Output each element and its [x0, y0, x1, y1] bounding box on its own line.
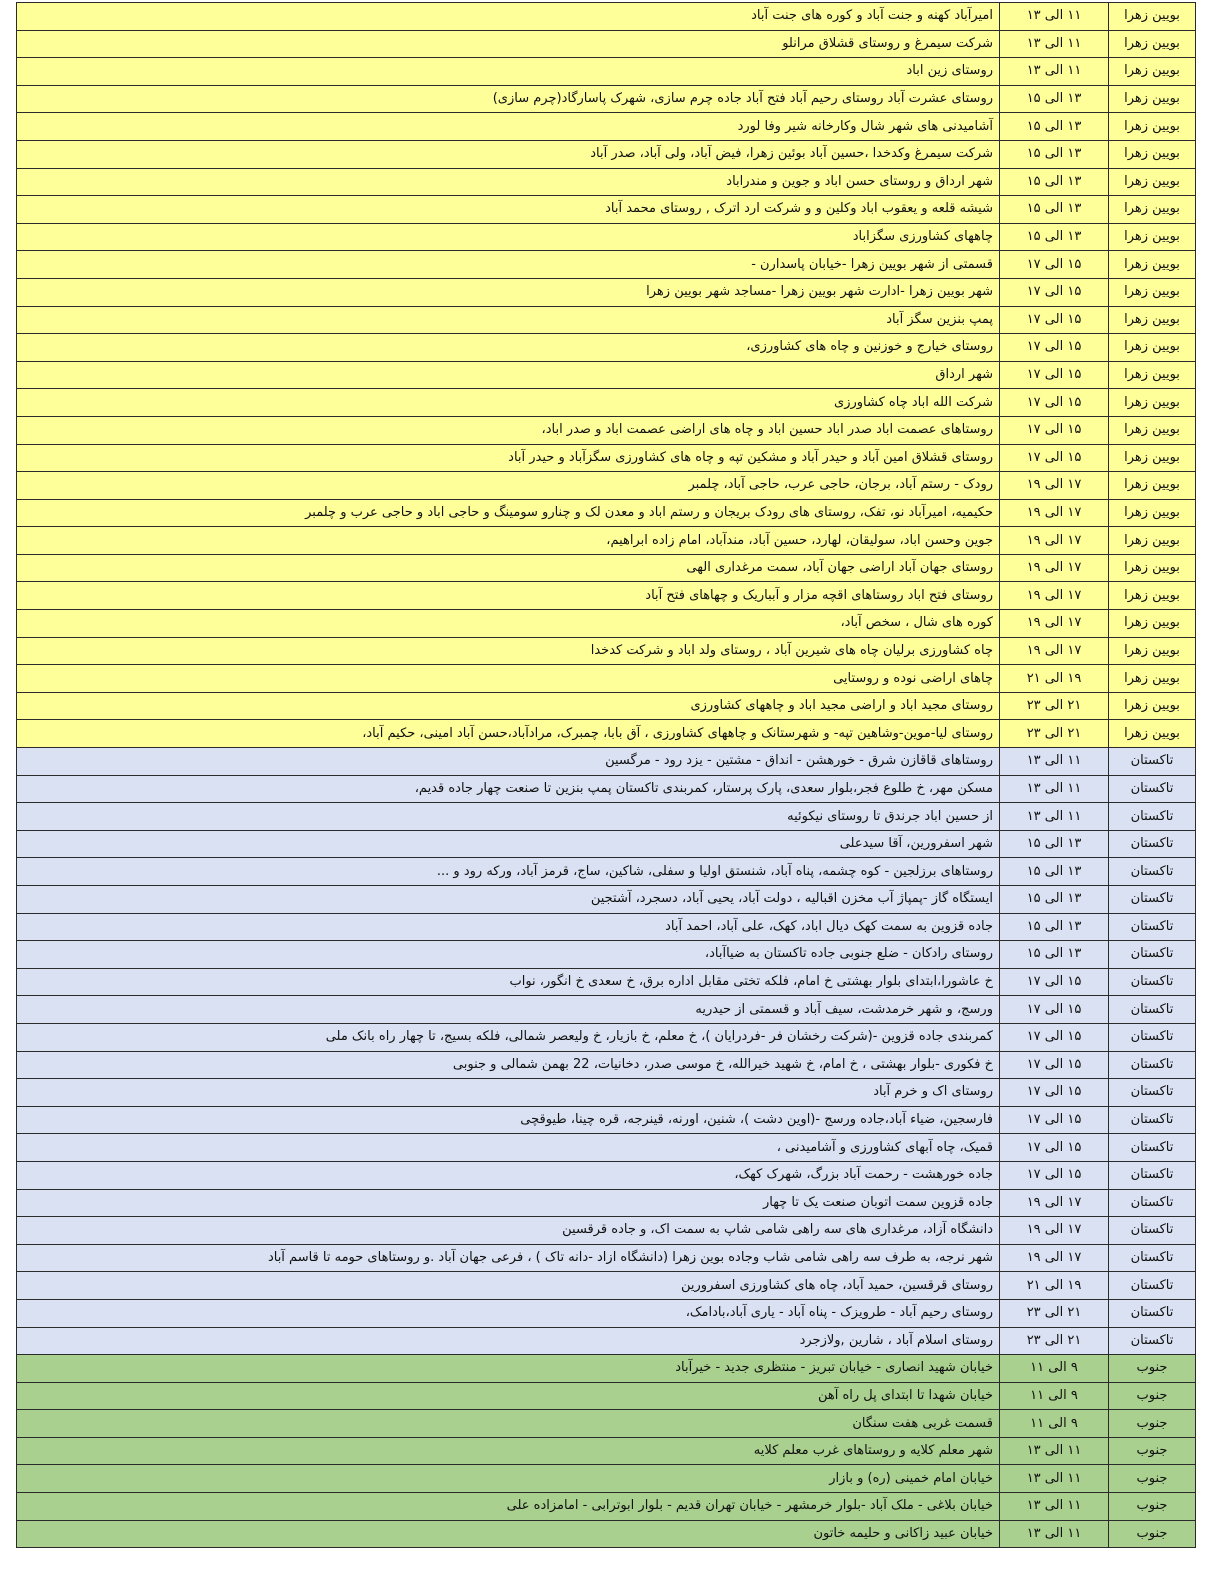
area-cell: روستای لیا-موین-وشاهین تپه- و شهرستانک و چاههای کشاورزی ، آق بابا، چمبرک، مرادآباد،حسن آباد امینی، حکیم آباد،	[17, 720, 1000, 748]
area-cell: روستای قشلاق امین آباد و حیدر آباد و مشکین تپه و چاه های کشاورزی سگزآباد و حیدر آباد	[17, 444, 1000, 472]
region-cell: تاکستان	[1109, 1161, 1196, 1189]
area-cell: حکیمیه، امیرآباد نو، تفک، روستای های رودک بریجان و رستم اباد و معدن لک و چنارو سومینگ و حاجی اباد و حاجی عرب و چلمبر	[17, 499, 1000, 527]
region-cell: بویین زهرا	[1109, 444, 1196, 472]
area-cell: شرکت الله اباد چاه کشاورزی	[17, 389, 1000, 417]
table-row	[17, 196, 1196, 224]
region-cell: بویین زهرا	[1109, 720, 1196, 748]
time-cell: ۱۵ الی ۱۷	[1000, 361, 1109, 389]
region-cell: بویین زهرا	[1109, 554, 1196, 582]
time-cell: ۹ الی ۱۱	[1000, 1410, 1109, 1438]
region-cell: بویین زهرا	[1109, 527, 1196, 555]
region-cell: بویین زهرا	[1109, 361, 1196, 389]
time-cell: ۱۱ الی ۱۳	[1000, 803, 1109, 831]
area-cell: جاده قزوین به سمت کهک دیال اباد، کهک، علی آباد، احمد آباد	[17, 913, 1000, 941]
table-row	[17, 720, 1196, 748]
table-row	[17, 858, 1196, 886]
table-row	[17, 527, 1196, 555]
table-row	[17, 554, 1196, 582]
area-cell: شرکت سیمرغ و روستای قشلاق مرانلو	[17, 30, 1000, 58]
table-row	[17, 803, 1196, 831]
time-cell: ۱۱ الی ۱۳	[1000, 775, 1109, 803]
table-row	[17, 3, 1196, 31]
time-cell: ۱۹ الی ۲۱	[1000, 1272, 1109, 1300]
region-cell: بویین زهرا	[1109, 637, 1196, 665]
table-row	[17, 1272, 1196, 1300]
area-cell: روستاهای عصمت اباد صدر اباد حسین اباد و چاه های اراضی عصمت اباد و صدر اباد،	[17, 416, 1000, 444]
table-row	[17, 1217, 1196, 1245]
region-cell: تاکستان	[1109, 941, 1196, 969]
time-cell: ۱۷ الی ۱۹	[1000, 499, 1109, 527]
area-cell: روستای مجید اباد و اراضی مجید اباد و چاههای کشاورزی	[17, 692, 1000, 720]
region-cell: بویین زهرا	[1109, 334, 1196, 362]
region-cell: جنوب	[1109, 1437, 1196, 1465]
region-cell: تاکستان	[1109, 1023, 1196, 1051]
time-cell: ۱۳ الی ۱۵	[1000, 858, 1109, 886]
area-cell: ورسج، و شهر خرمدشت، سیف آباد و قسمتی از حیدریه	[17, 996, 1000, 1024]
area-cell: روستای اسلام آباد ، شارین ,ولازجرد	[17, 1327, 1000, 1355]
region-cell: بویین زهرا	[1109, 251, 1196, 279]
table-row	[17, 168, 1196, 196]
region-cell: تاکستان	[1109, 1079, 1196, 1107]
region-cell: بویین زهرا	[1109, 223, 1196, 251]
area-cell: دانشگاه آزاد، مرغداری های سه راهی شامی شاپ به سمت اک، و جاده قرقسین	[17, 1217, 1000, 1245]
area-cell: خیابان بلاغی - ملک آباد -بلوار خرمشهر - خیابان تهران قدیم - بلوار ابوترابی - امامزاده علی	[17, 1493, 1000, 1521]
region-cell: تاکستان	[1109, 830, 1196, 858]
region-cell: بویین زهرا	[1109, 30, 1196, 58]
table-row	[17, 1079, 1196, 1107]
area-cell: شرکت سیمرغ وکدخدا ،حسین آباد بوئین زهرا، فیض آباد، ولی آباد، صدر آباد	[17, 140, 1000, 168]
region-cell: بویین زهرا	[1109, 168, 1196, 196]
table-row	[17, 775, 1196, 803]
area-cell: چاههای کشاورزی سگزاباد	[17, 223, 1000, 251]
area-cell: شهر ارداق	[17, 361, 1000, 389]
table-row	[17, 610, 1196, 638]
table-row	[17, 113, 1196, 141]
region-cell: تاکستان	[1109, 886, 1196, 914]
area-cell: قمیک، چاه آبهای کشاورزی و آشامیدنی ،	[17, 1134, 1000, 1162]
time-cell: ۱۵ الی ۱۷	[1000, 278, 1109, 306]
area-cell: خیابان شهدا تا ابتدای پل راه آهن	[17, 1382, 1000, 1410]
table-row	[17, 665, 1196, 693]
table-row	[17, 968, 1196, 996]
time-cell: ۱۷ الی ۱۹	[1000, 582, 1109, 610]
table-row	[17, 416, 1196, 444]
area-cell: جوین وحسن اباد، سولیقان، لهارد، حسین آباد، مندآباد، امام زاده ابراهیم،	[17, 527, 1000, 555]
area-cell: جاده قزوین سمت اتوبان صنعت یک تا چهار	[17, 1189, 1000, 1217]
table-row	[17, 85, 1196, 113]
area-cell: روستاهای برزلجین - کوه چشمه، پناه آباد، شنستق اولیا و سفلی، شاکین، ساج، قرمز آباد، ورکه رود و ...	[17, 858, 1000, 886]
time-cell: ۲۱ الی ۲۳	[1000, 692, 1109, 720]
area-cell: چاه کشاورزی برلیان چاه های شیرین آباد ، روستای ولد اباد و شرکت کدخدا	[17, 637, 1000, 665]
time-cell: ۱۱ الی ۱۳	[1000, 748, 1109, 776]
region-cell: بویین زهرا	[1109, 692, 1196, 720]
time-cell: ۱۷ الی ۱۹	[1000, 527, 1109, 555]
table-row	[17, 582, 1196, 610]
time-cell: ۲۱ الی ۲۳	[1000, 1299, 1109, 1327]
time-cell: ۱۳ الی ۱۵	[1000, 113, 1109, 141]
table-row	[17, 1189, 1196, 1217]
region-cell: بویین زهرا	[1109, 113, 1196, 141]
area-cell: کمربندی جاده قزوین -(شرکت رخشان فر -فردرایان )، خ معلم، خ بازیار، خ ولیعصر شمالی، فلکه بسیج، تا چهار راه بانک ملی	[17, 1023, 1000, 1051]
region-cell: بویین زهرا	[1109, 610, 1196, 638]
area-cell: امیرآباد کهنه و جنت آباد و کوره های جنت آباد	[17, 3, 1000, 31]
time-cell: ۲۱ الی ۲۳	[1000, 1327, 1109, 1355]
table-row	[17, 1023, 1196, 1051]
table-row	[17, 1410, 1196, 1438]
region-cell: بویین زهرا	[1109, 58, 1196, 86]
time-cell: ۱۳ الی ۱۵	[1000, 223, 1109, 251]
table-row	[17, 830, 1196, 858]
region-cell: جنوب	[1109, 1355, 1196, 1383]
time-cell: ۱۱ الی ۱۳	[1000, 3, 1109, 31]
area-cell: کوره های شال ، سخص آباد،	[17, 610, 1000, 638]
area-cell: روستاهای قاقازن شرق - خورهشن - انداق - مشتین - یزد رود - مرگسین	[17, 748, 1000, 776]
area-cell: روستای جهان آباد اراضی جهان آباد، سمت مرغداری الهی	[17, 554, 1000, 582]
area-cell: شهر اسفرورین، آقا سیدعلی	[17, 830, 1000, 858]
region-cell: بویین زهرا	[1109, 306, 1196, 334]
time-cell: ۱۳ الی ۱۵	[1000, 886, 1109, 914]
table-row	[17, 1437, 1196, 1465]
region-cell: جنوب	[1109, 1493, 1196, 1521]
time-cell: ۱۱ الی ۱۳	[1000, 30, 1109, 58]
area-cell: روستای فتح اباد روستاهای اقچه مزار و آبباریک و چهاهای فتح آباد	[17, 582, 1000, 610]
table-row	[17, 748, 1196, 776]
time-cell: ۱۷ الی ۱۹	[1000, 1217, 1109, 1245]
region-cell: تاکستان	[1109, 1051, 1196, 1079]
area-cell: خ فکوری -بلوار بهشتی ، خ امام، خ شهید خیرالله، خ موسی صدر، دخانیات، 22 بهمن شمالی و جنوبی	[17, 1051, 1000, 1079]
table-row	[17, 140, 1196, 168]
time-cell: ۱۵ الی ۱۷	[1000, 416, 1109, 444]
time-cell: ۱۵ الی ۱۷	[1000, 1134, 1109, 1162]
region-cell: تاکستان	[1109, 803, 1196, 831]
table-row	[17, 389, 1196, 417]
time-cell: ۱۹ الی ۲۱	[1000, 665, 1109, 693]
area-cell: روستای خیارج و خوزنین و چاه های کشاورزی،	[17, 334, 1000, 362]
region-cell: تاکستان	[1109, 858, 1196, 886]
region-cell: جنوب	[1109, 1410, 1196, 1438]
region-cell: جنوب	[1109, 1382, 1196, 1410]
table-row	[17, 1134, 1196, 1162]
area-cell: خیابان عبید زاکانی و حلیمه خاتون	[17, 1520, 1000, 1548]
region-cell: جنوب	[1109, 1520, 1196, 1548]
table-row	[17, 306, 1196, 334]
region-cell: تاکستان	[1109, 748, 1196, 776]
area-cell: فارسجین، ضیاء آباد،جاده ورسج -(اوین دشت )، شنین، اورنه، قینرجه، قره چینا، طیوقچی	[17, 1106, 1000, 1134]
table-row	[17, 1355, 1196, 1383]
time-cell: ۱۵ الی ۱۷	[1000, 996, 1109, 1024]
time-cell: ۱۱ الی ۱۳	[1000, 58, 1109, 86]
region-cell: تاکستان	[1109, 775, 1196, 803]
area-cell: شهر بویین زهرا -ادارت شهر بویین زهرا -مساجد شهر بویین زهرا	[17, 278, 1000, 306]
table-row	[17, 1106, 1196, 1134]
region-cell: بویین زهرا	[1109, 499, 1196, 527]
outage-schedule-table	[16, 2, 1196, 1548]
table-row	[17, 58, 1196, 86]
table-row	[17, 1520, 1196, 1548]
time-cell: ۱۳ الی ۱۵	[1000, 830, 1109, 858]
time-cell: ۱۷ الی ۱۹	[1000, 1244, 1109, 1272]
table-row	[17, 886, 1196, 914]
region-cell: تاکستان	[1109, 1327, 1196, 1355]
time-cell: ۱۷ الی ۱۹	[1000, 610, 1109, 638]
time-cell: ۱۷ الی ۱۹	[1000, 554, 1109, 582]
table-row	[17, 1299, 1196, 1327]
area-cell: روستای رادکان - ضلع جنوبی جاده تاکستان به ضیاآباد،	[17, 941, 1000, 969]
area-cell: شهر معلم کلایه و روستاهای غرب معلم کلایه	[17, 1437, 1000, 1465]
time-cell: ۹ الی ۱۱	[1000, 1355, 1109, 1383]
area-cell: قسمت غربی هفت سنگان	[17, 1410, 1000, 1438]
time-cell: ۱۱ الی ۱۳	[1000, 1493, 1109, 1521]
table-row	[17, 941, 1196, 969]
area-cell: روستای اک و خرم آباد	[17, 1079, 1000, 1107]
area-cell: ایستگاه گاز -پمپاژ آب مخزن اقبالیه ، دولت آباد، یحیی آباد، دسجرد، آشتجین	[17, 886, 1000, 914]
area-cell: روستای زین اباد	[17, 58, 1000, 86]
region-cell: بویین زهرا	[1109, 3, 1196, 31]
region-cell: تاکستان	[1109, 968, 1196, 996]
area-cell: پمپ بنزین سگز آباد	[17, 306, 1000, 334]
table-row	[17, 637, 1196, 665]
time-cell: ۱۵ الی ۱۷	[1000, 251, 1109, 279]
area-cell: رودک - رستم آباد، برجان، حاجی عرب، حاجی آباد، چلمبر	[17, 472, 1000, 500]
region-cell: بویین زهرا	[1109, 278, 1196, 306]
time-cell: ۱۵ الی ۱۷	[1000, 306, 1109, 334]
time-cell: ۱۵ الی ۱۷	[1000, 1023, 1109, 1051]
area-cell: روستای عشرت آباد روستای رحیم آباد فتح آباد جاده چرم سازی، شهرک پاسارگاد(چرم سازی)	[17, 85, 1000, 113]
region-cell: تاکستان	[1109, 1134, 1196, 1162]
table-row	[17, 1327, 1196, 1355]
area-cell: قسمتی از شهر بویین زهرا -خیابان پاسدارن -	[17, 251, 1000, 279]
table-row	[17, 223, 1196, 251]
region-cell: تاکستان	[1109, 1244, 1196, 1272]
time-cell: ۱۳ الی ۱۵	[1000, 941, 1109, 969]
time-cell: ۱۱ الی ۱۳	[1000, 1520, 1109, 1548]
region-cell: بویین زهرا	[1109, 665, 1196, 693]
area-cell: روستای قرقسین، حمید آباد، چاه های کشاورزی اسفرورین	[17, 1272, 1000, 1300]
region-cell: تاکستان	[1109, 1217, 1196, 1245]
time-cell: ۱۵ الی ۱۷	[1000, 1079, 1109, 1107]
area-cell: روستای رحیم آباد - طرویزک - پناه آباد - یاری آباد،بادامک،	[17, 1299, 1000, 1327]
area-cell: خیابان امام خمینی (ره) و بازار	[17, 1465, 1000, 1493]
area-cell: شهر نرجه، به طرف سه راهی شامی شاب وجاده بوین زهرا (دانشگاه ازاد -دانه تاک ) ، فرعی جهان آباد .و روستاهای حومه تا قاسم آباد	[17, 1244, 1000, 1272]
table-row	[17, 1244, 1196, 1272]
time-cell: ۱۱ الی ۱۳	[1000, 1437, 1109, 1465]
region-cell: بویین زهرا	[1109, 85, 1196, 113]
time-cell: ۱۵ الی ۱۷	[1000, 389, 1109, 417]
region-cell: تاکستان	[1109, 996, 1196, 1024]
table-row	[17, 1493, 1196, 1521]
region-cell: بویین زهرا	[1109, 472, 1196, 500]
time-cell: ۱۷ الی ۱۹	[1000, 472, 1109, 500]
area-cell: آشامیدنی های شهر شال وکارخانه شیر وفا لورد	[17, 113, 1000, 141]
table-row	[17, 472, 1196, 500]
time-cell: ۱۵ الی ۱۷	[1000, 444, 1109, 472]
region-cell: بویین زهرا	[1109, 389, 1196, 417]
area-cell: شیشه قلعه و یعقوب اباد وکلین و و شرکت ارد اترک , روستای محمد آباد	[17, 196, 1000, 224]
time-cell: ۱۳ الی ۱۵	[1000, 168, 1109, 196]
region-cell: تاکستان	[1109, 1106, 1196, 1134]
table-row	[17, 996, 1196, 1024]
region-cell: تاکستان	[1109, 1272, 1196, 1300]
area-cell: شهر ارداق و روستای حسن اباد و جوین و مندراباد	[17, 168, 1000, 196]
time-cell: ۲۱ الی ۲۳	[1000, 720, 1109, 748]
time-cell: ۱۳ الی ۱۵	[1000, 196, 1109, 224]
time-cell: ۱۵ الی ۱۷	[1000, 1106, 1109, 1134]
table-row	[17, 30, 1196, 58]
region-cell: جنوب	[1109, 1465, 1196, 1493]
table-row	[17, 1051, 1196, 1079]
table-row	[17, 334, 1196, 362]
table-row	[17, 1465, 1196, 1493]
time-cell: ۱۳ الی ۱۵	[1000, 913, 1109, 941]
region-cell: بویین زهرا	[1109, 582, 1196, 610]
time-cell: ۱۳ الی ۱۵	[1000, 140, 1109, 168]
time-cell: ۱۵ الی ۱۷	[1000, 1161, 1109, 1189]
region-cell: بویین زهرا	[1109, 140, 1196, 168]
table-row	[17, 1161, 1196, 1189]
time-cell: ۱۵ الی ۱۷	[1000, 1051, 1109, 1079]
area-cell: از حسین اباد جرندق تا روستای نیکوئیه	[17, 803, 1000, 831]
area-cell: جاده خورهشت - رحمت آباد بزرگ، شهرک کهک،	[17, 1161, 1000, 1189]
table-row	[17, 1382, 1196, 1410]
area-cell: چاهای اراضی نوده و روستایی	[17, 665, 1000, 693]
time-cell: ۱۵ الی ۱۷	[1000, 968, 1109, 996]
area-cell: مسکن مهر، خ طلوع فجر،بلوار سعدی، پارک پرستار، کمربندی تاکستان پمپ بنزین تا صنعت چهار جاده قدیم،	[17, 775, 1000, 803]
time-cell: ۱۱ الی ۱۳	[1000, 1465, 1109, 1493]
time-cell: ۹ الی ۱۱	[1000, 1382, 1109, 1410]
table-row	[17, 913, 1196, 941]
table-row	[17, 444, 1196, 472]
time-cell: ۱۷ الی ۱۹	[1000, 1189, 1109, 1217]
region-cell: بویین زهرا	[1109, 196, 1196, 224]
table-row	[17, 278, 1196, 306]
area-cell: خیابان شهید انصاری - خیابان تبریز - منتظری جدید - خیرآباد	[17, 1355, 1000, 1383]
region-cell: تاکستان	[1109, 1189, 1196, 1217]
table-row	[17, 361, 1196, 389]
region-cell: تاکستان	[1109, 1299, 1196, 1327]
time-cell: ۱۳ الی ۱۵	[1000, 85, 1109, 113]
table-row	[17, 251, 1196, 279]
region-cell: بویین زهرا	[1109, 416, 1196, 444]
table-row	[17, 692, 1196, 720]
time-cell: ۱۷ الی ۱۹	[1000, 637, 1109, 665]
time-cell: ۱۵ الی ۱۷	[1000, 334, 1109, 362]
table-body	[17, 3, 1196, 1548]
area-cell: خ عاشورا،ابتدای بلوار بهشتی خ امام، فلکه تختی مقابل اداره برق، خ سعدی خ انگور، نواب	[17, 968, 1000, 996]
table-row	[17, 499, 1196, 527]
region-cell: تاکستان	[1109, 913, 1196, 941]
